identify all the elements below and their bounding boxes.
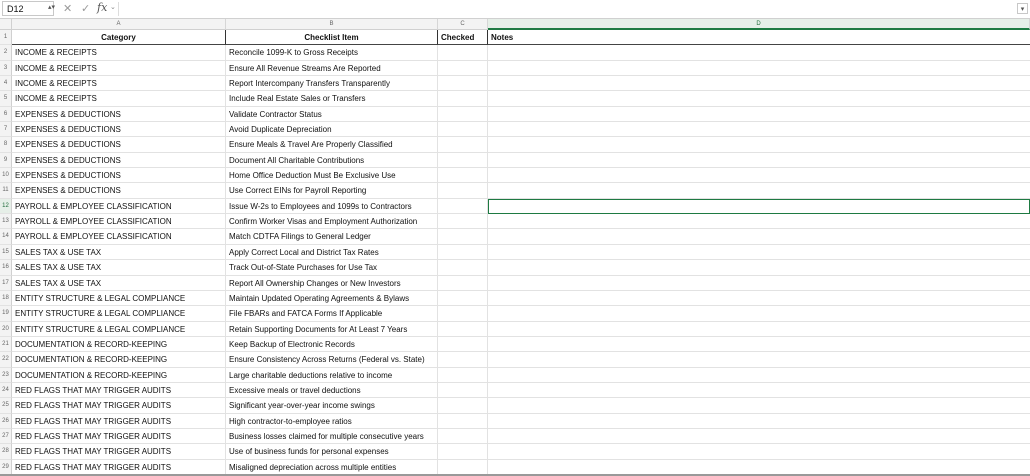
close-icon[interactable]: ✕ — [63, 3, 73, 15]
rows-container — [0, 30, 1030, 475]
notes-cell[interactable] — [488, 398, 1030, 413]
checked-cell[interactable] — [438, 322, 488, 337]
table-row — [0, 429, 1030, 444]
column-header-a[interactable]: A — [12, 19, 226, 30]
row-header[interactable]: 14 — [0, 229, 12, 244]
checklist-item-cell[interactable]: Retain Supporting Documents for At Least 7 Years — [226, 322, 438, 337]
checked-cell[interactable] — [438, 444, 488, 459]
spreadsheet-grid — [0, 19, 1030, 476]
table-row — [0, 183, 1030, 198]
checklist-item-cell[interactable]: Apply Correct Local and District Tax Rates — [226, 245, 438, 260]
checked-cell[interactable] — [438, 61, 488, 76]
row-header[interactable]: 25 — [0, 398, 12, 413]
category-cell[interactable]: RED FLAGS THAT MAY TRIGGER AUDITS — [12, 398, 226, 413]
table-row — [0, 107, 1030, 122]
checked-cell[interactable] — [438, 276, 488, 291]
table-row — [0, 352, 1030, 367]
notes-cell[interactable] — [488, 229, 1030, 244]
row-header[interactable]: 17 — [0, 276, 12, 291]
checklist-item-cell[interactable]: Ensure Consistency Across Returns (Federal vs. State) — [226, 352, 438, 367]
check-icon[interactable]: ✓ — [81, 3, 91, 15]
notes-cell[interactable] — [488, 61, 1030, 76]
checked-cell[interactable] — [438, 260, 488, 275]
table-row — [0, 245, 1030, 260]
notes-cell[interactable] — [488, 383, 1030, 398]
notes-cell[interactable] — [488, 107, 1030, 122]
row-header[interactable]: 8 — [0, 137, 12, 152]
category-cell[interactable]: PAYROLL & EMPLOYEE CLASSIFICATION — [12, 214, 226, 229]
category-cell[interactable]: EXPENSES & DEDUCTIONS — [12, 183, 226, 198]
category-cell[interactable]: ENTITY STRUCTURE & LEGAL COMPLIANCE — [12, 291, 226, 306]
category-cell[interactable]: DOCUMENTATION & RECORD-KEEPING — [12, 352, 226, 367]
notes-cell[interactable] — [488, 414, 1030, 429]
notes-cell[interactable] — [488, 168, 1030, 183]
checklist-item-cell[interactable]: Document All Charitable Contributions — [226, 153, 438, 168]
checklist-item-cell[interactable]: Confirm Worker Visas and Employment Authorization — [226, 214, 438, 229]
header-cell-checked[interactable]: Checked — [438, 30, 488, 45]
category-cell[interactable]: SALES TAX & USE TAX — [12, 260, 226, 275]
checklist-item-cell[interactable]: Use Correct EINs for Payroll Reporting — [226, 183, 438, 198]
category-cell[interactable]: INCOME & RECEIPTS — [12, 45, 226, 60]
notes-cell[interactable] — [488, 429, 1030, 444]
category-cell[interactable]: EXPENSES & DEDUCTIONS — [12, 153, 226, 168]
checked-cell[interactable] — [438, 137, 488, 152]
table-row — [0, 229, 1030, 244]
checklist-item-cell[interactable]: Ensure Meals & Travel Are Properly Classified — [226, 137, 438, 152]
row-header[interactable]: 1 — [0, 30, 12, 45]
notes-cell[interactable] — [488, 137, 1030, 152]
checklist-item-cell[interactable]: Excessive meals or travel deductions — [226, 383, 438, 398]
table-row — [0, 291, 1030, 306]
checked-cell[interactable] — [438, 306, 488, 321]
table-row — [0, 137, 1030, 152]
row-header[interactable]: 7 — [0, 122, 12, 137]
select-all-corner[interactable] — [0, 19, 12, 30]
checked-cell[interactable] — [438, 122, 488, 137]
notes-cell[interactable] — [488, 122, 1030, 137]
notes-cell[interactable] — [488, 199, 1030, 214]
row-header[interactable]: 22 — [0, 352, 12, 367]
checklist-item-cell[interactable]: Significant year-over-year income swings — [226, 398, 438, 413]
checklist-item-cell[interactable]: Validate Contractor Status — [226, 107, 438, 122]
notes-cell[interactable] — [488, 245, 1030, 260]
notes-cell[interactable] — [488, 368, 1030, 383]
header-row — [0, 30, 1030, 45]
checklist-item-cell[interactable]: Report Intercompany Transfers Transparently — [226, 76, 438, 91]
checked-cell[interactable] — [438, 245, 488, 260]
column-header-b[interactable]: B — [226, 19, 438, 30]
column-header-d[interactable]: D — [488, 19, 1030, 30]
checklist-item-cell[interactable]: Report All Ownership Changes or New Investors — [226, 276, 438, 291]
checked-cell[interactable] — [438, 168, 488, 183]
notes-cell[interactable] — [488, 291, 1030, 306]
checked-cell[interactable] — [438, 337, 488, 352]
category-cell[interactable]: INCOME & RECEIPTS — [12, 91, 226, 106]
category-cell[interactable]: EXPENSES & DEDUCTIONS — [12, 168, 226, 183]
notes-cell[interactable] — [488, 306, 1030, 321]
checklist-item-cell[interactable]: Keep Backup of Electronic Records — [226, 337, 438, 352]
checked-cell[interactable] — [438, 214, 488, 229]
checklist-item-cell[interactable]: Business losses claimed for multiple consecutive years — [226, 429, 438, 444]
notes-cell[interactable] — [488, 444, 1030, 459]
table-row — [0, 153, 1030, 168]
row-header[interactable]: 26 — [0, 414, 12, 429]
notes-cell[interactable] — [488, 183, 1030, 198]
checklist-item-cell[interactable]: File FBARs and FATCA Forms If Applicable — [226, 306, 438, 321]
notes-cell[interactable] — [488, 337, 1030, 352]
checked-cell[interactable] — [438, 229, 488, 244]
checked-cell[interactable] — [438, 153, 488, 168]
table-row — [0, 76, 1030, 91]
table-row — [0, 122, 1030, 137]
table-row — [0, 260, 1030, 275]
row-header[interactable]: 6 — [0, 107, 12, 122]
category-cell[interactable]: DOCUMENTATION & RECORD-KEEPING — [12, 368, 226, 383]
checklist-item-cell[interactable]: High contractor-to-employee ratios — [226, 414, 438, 429]
category-cell[interactable]: PAYROLL & EMPLOYEE CLASSIFICATION — [12, 229, 226, 244]
category-cell[interactable]: RED FLAGS THAT MAY TRIGGER AUDITS — [12, 460, 226, 475]
checked-cell[interactable] — [438, 398, 488, 413]
checklist-item-cell[interactable]: Misaligned depreciation across multiple entities — [226, 460, 438, 475]
category-cell[interactable]: EXPENSES & DEDUCTIONS — [12, 122, 226, 137]
row-header[interactable]: 23 — [0, 368, 12, 383]
category-cell[interactable]: DOCUMENTATION & RECORD-KEEPING — [12, 337, 226, 352]
checked-cell[interactable] — [438, 76, 488, 91]
notes-cell[interactable] — [488, 45, 1030, 60]
checked-cell[interactable] — [438, 199, 488, 214]
category-cell[interactable]: RED FLAGS THAT MAY TRIGGER AUDITS — [12, 383, 226, 398]
category-cell[interactable]: EXPENSES & DEDUCTIONS — [12, 107, 226, 122]
category-cell[interactable]: RED FLAGS THAT MAY TRIGGER AUDITS — [12, 429, 226, 444]
notes-cell[interactable] — [488, 322, 1030, 337]
row-header[interactable]: 9 — [0, 153, 12, 168]
notes-cell[interactable] — [488, 352, 1030, 367]
table-row — [0, 276, 1030, 291]
row-header[interactable]: 27 — [0, 429, 12, 444]
notes-cell[interactable] — [488, 214, 1030, 229]
category-cell[interactable]: SALES TAX & USE TAX — [12, 245, 226, 260]
table-row — [0, 322, 1030, 337]
notes-cell[interactable] — [488, 153, 1030, 168]
table-row — [0, 214, 1030, 229]
checklist-item-cell[interactable]: Use of business funds for personal expenses — [226, 444, 438, 459]
checklist-item-cell[interactable]: Home Office Deduction Must Be Exclusive Use — [226, 168, 438, 183]
checklist-item-cell[interactable]: Issue W-2s to Employees and 1099s to Contractors — [226, 199, 438, 214]
table-row — [0, 414, 1030, 429]
row-header[interactable]: 24 — [0, 383, 12, 398]
checklist-item-cell[interactable]: Avoid Duplicate Depreciation — [226, 122, 438, 137]
row-header[interactable]: 20 — [0, 322, 12, 337]
checked-cell[interactable] — [438, 429, 488, 444]
expand-formula-button[interactable]: ▾ — [1017, 3, 1028, 14]
row-header[interactable]: 19 — [0, 306, 12, 321]
table-row — [0, 91, 1030, 106]
row-header[interactable]: 29 — [0, 460, 12, 475]
function-icon[interactable]: fx — [97, 1, 108, 14]
category-cell[interactable]: PAYROLL & EMPLOYEE CLASSIFICATION — [12, 199, 226, 214]
table-row — [0, 199, 1030, 214]
checklist-item-cell[interactable]: Reconcile 1099-K to Gross Receipts — [226, 45, 438, 60]
table-row — [0, 383, 1030, 398]
notes-cell[interactable] — [488, 76, 1030, 91]
row-header[interactable]: 21 — [0, 337, 12, 352]
checked-cell[interactable] — [438, 460, 488, 475]
checklist-item-cell[interactable]: Track Out-of-State Purchases for Use Tax — [226, 260, 438, 275]
formula-input[interactable] — [118, 2, 1014, 16]
table-row — [0, 61, 1030, 76]
table-row — [0, 444, 1030, 459]
row-header[interactable]: 4 — [0, 76, 12, 91]
row-header[interactable]: 16 — [0, 260, 12, 275]
checked-cell[interactable] — [438, 383, 488, 398]
row-header[interactable]: 12 — [0, 199, 12, 214]
category-cell[interactable]: RED FLAGS THAT MAY TRIGGER AUDITS — [12, 414, 226, 429]
row-header[interactable]: 15 — [0, 245, 12, 260]
checklist-item-cell[interactable]: Match CDTFA Filings to General Ledger — [226, 229, 438, 244]
checked-cell[interactable] — [438, 91, 488, 106]
row-header[interactable]: 3 — [0, 61, 12, 76]
checked-cell[interactable] — [438, 368, 488, 383]
category-cell[interactable]: INCOME & RECEIPTS — [12, 61, 226, 76]
table-row — [0, 460, 1030, 475]
checked-cell[interactable] — [438, 183, 488, 198]
row-header[interactable]: 2 — [0, 45, 12, 60]
table-row — [0, 306, 1030, 321]
table-row — [0, 368, 1030, 383]
name-box[interactable]: D12 — [2, 1, 54, 16]
checked-cell[interactable] — [438, 45, 488, 60]
category-cell[interactable]: SALES TAX & USE TAX — [12, 276, 226, 291]
checked-cell[interactable] — [438, 352, 488, 367]
chevron-down-icon[interactable]: ⌄ — [110, 4, 116, 11]
checklist-item-cell[interactable]: Include Real Estate Sales or Transfers — [226, 91, 438, 106]
notes-cell[interactable] — [488, 276, 1030, 291]
category-cell[interactable]: ENTITY STRUCTURE & LEGAL COMPLIANCE — [12, 306, 226, 321]
header-cell-category[interactable]: Category — [12, 30, 226, 45]
table-row — [0, 398, 1030, 413]
category-cell[interactable]: RED FLAGS THAT MAY TRIGGER AUDITS — [12, 444, 226, 459]
header-cell-item[interactable]: Checklist Item — [226, 30, 438, 45]
category-cell[interactable]: ENTITY STRUCTURE & LEGAL COMPLIANCE — [12, 322, 226, 337]
formula-bar — [0, 0, 1030, 19]
notes-cell[interactable] — [488, 460, 1030, 475]
notes-cell[interactable] — [488, 91, 1030, 106]
row-header[interactable]: 10 — [0, 168, 12, 183]
row-header[interactable]: 28 — [0, 444, 12, 459]
checklist-item-cell[interactable]: Maintain Updated Operating Agreements & Bylaws — [226, 291, 438, 306]
notes-cell[interactable] — [488, 260, 1030, 275]
category-cell[interactable]: EXPENSES & DEDUCTIONS — [12, 137, 226, 152]
table-row — [0, 45, 1030, 60]
row-header[interactable]: 11 — [0, 183, 12, 198]
row-header[interactable]: 13 — [0, 214, 12, 229]
checked-cell[interactable] — [438, 414, 488, 429]
checklist-item-cell[interactable]: Large charitable deductions relative to income — [226, 368, 438, 383]
row-header[interactable]: 5 — [0, 91, 12, 106]
chevron-down-icon[interactable]: ▴▾ — [48, 4, 56, 11]
table-row — [0, 337, 1030, 352]
checklist-item-cell[interactable]: Ensure All Revenue Streams Are Reported — [226, 61, 438, 76]
checked-cell[interactable] — [438, 291, 488, 306]
column-header-c[interactable]: C — [438, 19, 488, 30]
table-row — [0, 168, 1030, 183]
header-cell-notes[interactable]: Notes — [488, 30, 1030, 45]
checked-cell[interactable] — [438, 107, 488, 122]
category-cell[interactable]: INCOME & RECEIPTS — [12, 76, 226, 91]
row-header[interactable]: 18 — [0, 291, 12, 306]
